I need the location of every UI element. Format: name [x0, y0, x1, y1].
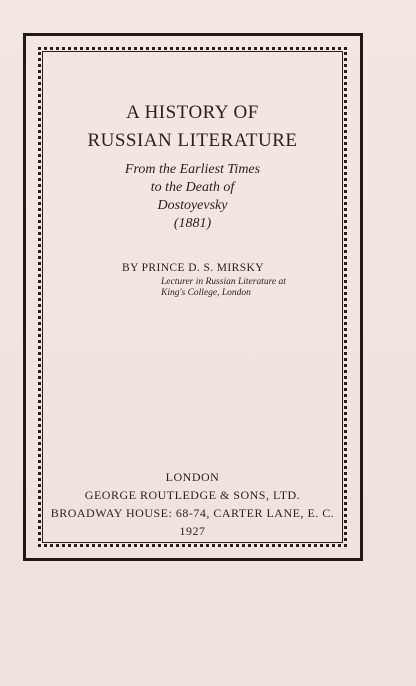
imprint-publisher: GEORGE ROUTLEDGE & SONS, LTD. [84, 488, 301, 502]
book-title-line-2: RUSSIAN LITERATURE [87, 130, 298, 151]
subtitle-line-4: (1881) [173, 216, 212, 231]
subtitle-line-1: From the Earliest Times [124, 162, 261, 177]
author-line: BY PRINCE D. S. MIRSKY [122, 262, 264, 274]
imprint-year: 1927 [179, 524, 206, 538]
subtitle-line-2: to the Death of [150, 180, 235, 195]
author-role-line-2: King's College, London [161, 288, 251, 298]
imprint-address: BROADWAY HOUSE: 68-74, CARTER LANE, E. C. [50, 506, 335, 520]
title-page-content [42, 51, 343, 543]
subtitle-line-3: Dostoyevsky [157, 198, 228, 213]
book-title-line-1: A HISTORY OF [126, 102, 259, 123]
imprint-city: LONDON [165, 470, 220, 484]
author-role-line-1: Lecturer in Russian Literature at [161, 277, 286, 287]
